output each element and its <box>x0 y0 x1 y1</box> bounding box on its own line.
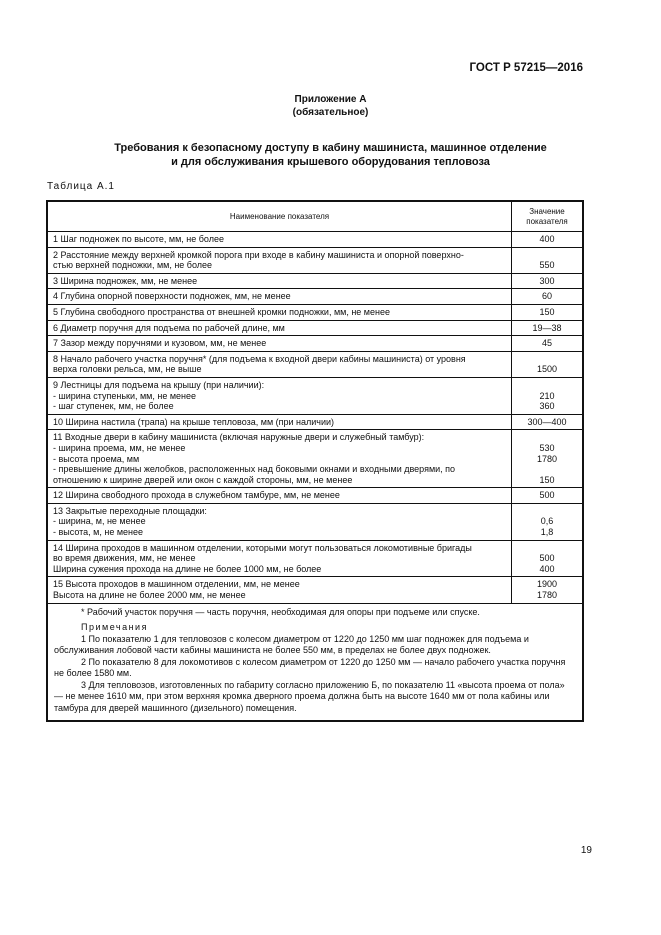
indicator-name-cell <box>47 320 512 336</box>
indicator-value-line: 300—400 <box>527 416 567 427</box>
indicator-name-line: 11 Входные двери в кабину машиниста (включая наружные двери и служебный тамбур): <box>53 432 425 443</box>
indicator-name-cell <box>47 336 512 352</box>
indicator-value-line: 210 <box>539 390 555 401</box>
indicator-name-line: отношению к ширине дверей или окон с каждой стороны, мм, не менее <box>53 474 353 485</box>
table-row <box>47 289 583 305</box>
indicator-value-cell <box>512 540 584 577</box>
table-row <box>47 377 583 414</box>
indicator-name-cell <box>47 377 512 414</box>
indicator-value-cell <box>512 289 584 305</box>
indicator-value-line <box>514 464 580 475</box>
table-row <box>47 503 583 540</box>
indicator-name-cell <box>47 577 512 603</box>
indicator-name-line: во время движения, мм, не менее <box>53 553 196 564</box>
indicator-value-cell <box>512 320 584 336</box>
indicator-name-line: 6 Диаметр поручня для подъема по рабочей длине, мм <box>53 322 285 333</box>
appendix-heading <box>0 93 661 119</box>
table-row <box>47 577 583 603</box>
page-number: 19 <box>580 845 592 856</box>
indicator-name-line: Высота на длине не более 2000 мм, не менее <box>53 590 246 601</box>
indicator-name-line: 7 Зазор между поручнями и кузовом, мм, не менее <box>53 338 267 349</box>
indicator-value-line: 400 <box>539 234 555 244</box>
indicator-value-cell <box>512 351 584 377</box>
indicator-value-line: 550 <box>539 260 555 271</box>
table-row <box>47 304 583 320</box>
indicator-value-line: 150 <box>539 474 555 485</box>
footnote: * Рабочий участок поручня — часть поручня, необходимая для опоры при подъеме или спуске. <box>81 606 480 617</box>
indicator-value-line: 45 <box>541 338 552 349</box>
note-item: 1 По показателю 1 для тепловозов с колесом диаметром от 1220 до 1250 мм шаг подножек для подъема и обслуживания лобовой части кабины машиниста не более 550 мм, в пределах не более двух подножек. <box>54 633 529 656</box>
table-row <box>47 430 583 488</box>
table-row <box>47 273 583 289</box>
indicator-name-line: 12 Ширина свободного прохода в служебном тамбуре, мм, не менее <box>53 490 340 501</box>
note-item: 3 Для тепловозов, изготовленных по габариту согласно приложению Б, по показателю 11 «высота проема от пола» — не менее 1610 мм, при этом верхняя кромка дверного проема должна быть на высоте 1640 мм от пола кабины или тамбура для дверей машинного (дизельного) помещения. <box>54 679 565 713</box>
column-header-value <box>512 201 584 232</box>
indicator-name-cell <box>47 351 512 377</box>
indicator-value-line: 0,6 <box>540 516 554 527</box>
appendix-status: (обязательное) <box>292 107 369 118</box>
indicator-value-line: 300 <box>539 275 555 286</box>
indicator-name-line: 5 Глубина свободного пространства от внешней кромки подножки, мм, не менее <box>53 306 390 317</box>
indicator-name-line: верха головки рельса, мм, не выше <box>53 364 202 375</box>
indicator-name-line: - высота проема, мм <box>53 453 140 464</box>
indicator-name-cell <box>47 430 512 488</box>
column-header-value-line: Значение <box>529 207 565 216</box>
indicator-value-cell <box>512 430 584 488</box>
indicator-name-line: 2 Расстояние между верхней кромкой порога при входе в кабину машиниста и опорной поверхно- <box>53 249 464 260</box>
indicator-value-line: 1900 <box>536 579 558 590</box>
indicator-value-line: 60 <box>541 291 552 302</box>
indicator-name-cell <box>47 414 512 430</box>
table-row <box>47 232 583 248</box>
section-title <box>0 141 661 169</box>
table-row <box>47 414 583 430</box>
indicator-value-cell <box>512 488 584 504</box>
indicator-name-line: 10 Ширина настила (трапа) на крыше тепловоза, мм (при наличии) <box>53 416 335 427</box>
indicator-name-line: стью верхней подножки, мм, не более <box>53 260 213 271</box>
indicator-value-cell <box>512 336 584 352</box>
indicator-name-line: 1 Шаг подножек по высоте, мм, не более <box>53 234 224 244</box>
indicator-value-line: 150 <box>539 306 555 317</box>
indicator-value-line: 1780 <box>536 590 558 601</box>
indicator-name-cell <box>47 540 512 577</box>
indicator-value-cell <box>512 232 584 248</box>
note-item: 2 По показателю 8 для локомотивов с колесом диаметром от 1220 до 1250 мм — начало рабочего участка поручня не более 1580 мм. <box>54 656 566 679</box>
indicator-name-line: - ширина, м, не менее <box>53 516 146 527</box>
indicator-name-line: 14 Ширина проходов в машинном отделении, которыми могут пользоваться локомотивные бригады <box>53 542 472 553</box>
column-header-value-line: показателя <box>526 216 568 226</box>
indicator-name-cell <box>47 488 512 504</box>
indicator-value-line: 500 <box>539 553 555 564</box>
indicator-name-cell <box>47 304 512 320</box>
table-row <box>47 488 583 504</box>
indicator-name-line: Ширина сужения прохода на длине не более 1000 мм, не более <box>53 563 322 574</box>
appendix-title: Приложение А <box>294 94 367 105</box>
indicator-name-line: 4 Глубина опорной поверхности подножек, мм, не менее <box>53 291 291 302</box>
indicator-value-line: 1780 <box>536 453 558 464</box>
indicator-value-cell <box>512 304 584 320</box>
indicator-name-line: 3 Ширина подножек, мм, не менее <box>53 275 198 286</box>
requirements-table <box>46 200 584 722</box>
indicator-name-line: - ширина проема, мм, не менее <box>53 442 186 453</box>
indicator-value-line: 360 <box>539 401 555 412</box>
notes-row <box>47 603 583 721</box>
indicator-name-line: - шаг ступенек, мм, не более <box>53 401 174 412</box>
section-title-line: Требования к безопасному доступу в кабину машиниста, машинное отделение <box>114 142 547 154</box>
indicator-value-line: 1500 <box>536 364 558 375</box>
indicator-name-cell <box>47 273 512 289</box>
column-header-name: Наименование показателя <box>47 201 512 232</box>
indicator-name-line: - ширина ступеньки, мм, не менее <box>53 390 197 401</box>
table-row <box>47 247 583 273</box>
indicator-name-line: - превышение длины желобков, расположенных над боковыми окнами и входными дверями, по <box>53 464 456 475</box>
indicator-name-line: 15 Высота проходов в машинном отделении, мм, не менее <box>53 579 300 590</box>
indicator-name-cell <box>47 289 512 305</box>
indicator-value-cell <box>512 247 584 273</box>
table-row <box>47 336 583 352</box>
indicator-name-cell <box>47 247 512 273</box>
indicator-value-line: 19—38 <box>532 322 562 333</box>
indicator-name-line: 13 Закрытые переходные площадки: <box>53 505 207 516</box>
indicator-name-line: 9 Лестницы для подъема на крышу (при наличии): <box>53 379 265 390</box>
indicator-value-line: 500 <box>539 490 555 501</box>
table-label: Таблица А.1 <box>47 181 115 192</box>
indicator-name-line: - высота, м, не менее <box>53 527 144 538</box>
indicator-value-cell <box>512 377 584 414</box>
notes-cell <box>47 603 583 721</box>
indicator-value-line: 1,8 <box>540 527 554 538</box>
indicator-name-cell <box>47 232 512 248</box>
table-row <box>47 540 583 577</box>
table-header-row <box>47 201 583 232</box>
indicator-name-line: 8 Начало рабочего участка поручня* (для подъема к входной двери кабины машиниста) от уровня <box>53 353 466 364</box>
indicator-value-cell <box>512 503 584 540</box>
document-code: ГОСТ Р 57215—2016 <box>469 62 583 74</box>
indicator-value-cell <box>512 414 584 430</box>
indicator-value-line: 400 <box>539 563 555 574</box>
indicator-value-line: 530 <box>539 442 555 453</box>
table-row <box>47 320 583 336</box>
section-title-line: и для обслуживания крышевого оборудования тепловоза <box>171 156 490 168</box>
table-row <box>47 351 583 377</box>
table-body <box>47 232 583 604</box>
indicator-name-cell <box>47 503 512 540</box>
indicator-value-cell <box>512 577 584 603</box>
indicator-value-cell <box>512 273 584 289</box>
notes-title: Примечания <box>81 622 148 633</box>
